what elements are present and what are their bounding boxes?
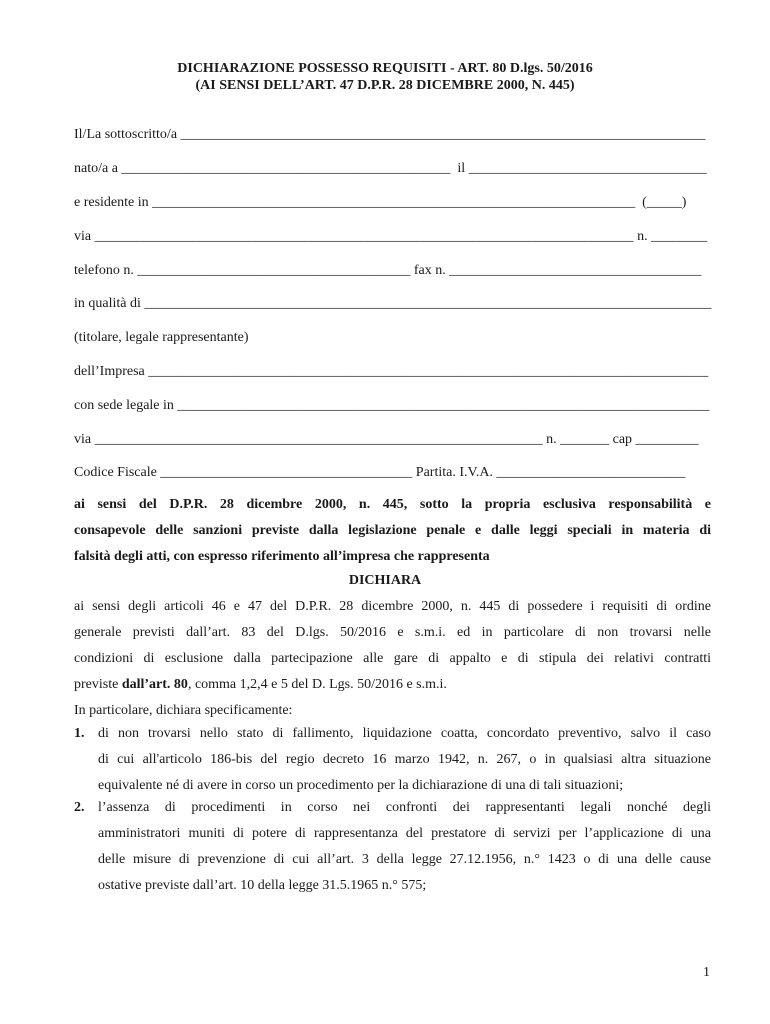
- intro-paragraph: [74, 492, 711, 570]
- page-number: 1: [703, 965, 710, 980]
- body-article-ref: dall’art. 80: [121, 677, 188, 692]
- body-line: condizioni di esclusione dalla partecipazione alle gare di appalto e di stipula dei relativi contratti: [74, 651, 711, 666]
- field-impresa: dell’Impresa ________________________________________________________________________________: [74, 364, 709, 379]
- field-residente: e residente in _____________________________________________________________________ (_____): [74, 195, 687, 210]
- list-item-line: amministratori muniti di potere di rappresentanza del prestatore di servizi per l’applicazione di una: [98, 826, 711, 841]
- body-text: previste: [74, 677, 122, 692]
- field-sede-legale: con sede legale in ____________________________________________________________________________: [74, 398, 710, 413]
- body-line: [74, 672, 711, 698]
- body-line-particolare: In particolare, dichiara specificamente:: [74, 703, 293, 718]
- body-paragraph: [74, 594, 711, 724]
- field-via-residenza: via _____________________________________________________________________________ n. ________: [74, 229, 708, 244]
- list-item-text: [98, 721, 711, 799]
- list-item-line: equivalente né di avere in corso un procedimento per la dichiarazione di una di tali situazioni;: [98, 778, 624, 793]
- document-title-line-1: DICHIARAZIONE POSSESSO REQUISITI - ART. 80 D.lgs. 50/2016: [177, 61, 593, 76]
- intro-line: ai sensi del D.P.R. 28 dicembre 2000, n. 445, sotto la propria esclusiva responsabilità e: [74, 497, 711, 512]
- field-telefono-fax: telefono n. _______________________________________ fax n. ____________________________________: [74, 263, 702, 278]
- intro-line: falsità degli atti, con espresso riferimento all’impresa che rappresenta: [74, 549, 490, 564]
- list-item-text: [98, 795, 711, 899]
- list-item-line: ostative previste dall’art. 10 della legge 31.5.1965 n.° 575;: [98, 878, 427, 893]
- intro-line: consapevole delle sanzioni previste dalla legislazione penale e dalle leggi speciali in materia di: [74, 523, 711, 538]
- field-via-sede: via ________________________________________________________________ n. _______ cap _________: [74, 432, 699, 447]
- field-nato: nato/a a _______________________________________________ il __________________________________: [74, 161, 707, 176]
- body-text: , comma 1,2,4 e 5 del D. Lgs. 50/2016 e s.m.i.: [187, 677, 447, 692]
- list-item-line: di cui all'articolo 186-bis del regio decreto 16 marzo 1942, n. 267, o in qualsiasi altra situazione: [98, 752, 711, 767]
- list-item-line: di non trovarsi nello stato di fallimento, liquidazione coatta, concordato preventivo, salvo il caso: [98, 726, 711, 741]
- list-item-number: 1.: [74, 726, 85, 741]
- field-qualita: in qualità di _________________________________________________________________________________: [74, 296, 712, 311]
- list-item: [74, 795, 711, 899]
- field-codice-fiscale-iva: Codice Fiscale ____________________________________ Partita. I.V.A. ___________________________: [74, 465, 686, 480]
- body-line: ai sensi degli articoli 46 e 47 del D.P.R. 28 dicembre 2000, n. 445 di possedere i requisiti di ordine: [74, 599, 711, 614]
- field-titolare-note: (titolare, legale rappresentante): [74, 330, 249, 345]
- document-title-line-2: (AI SENSI DELL’ART. 47 D.P.R. 28 DICEMBRE 2000, N. 445): [195, 78, 575, 93]
- dichiara-heading: DICHIARA: [348, 573, 422, 588]
- list-item-line: l’assenza di procedimenti in corso nei confronti dei rappresentanti legali nonché degli: [98, 800, 711, 815]
- list-item-line: delle misure di prevenzione di cui all’art. 3 della legge 27.12.1956, n.° 1423 o di una delle cause: [98, 852, 711, 867]
- list-item-number: 2.: [74, 800, 85, 815]
- field-sottoscritto: Il/La sottoscritto/a ___________________________________________________________________________: [74, 127, 706, 142]
- body-line: generale previsti dall’art. 83 del D.lgs. 50/2016 e s.m.i. ed in particolare di non trovarsi nelle: [74, 625, 711, 640]
- list-item: [74, 721, 711, 799]
